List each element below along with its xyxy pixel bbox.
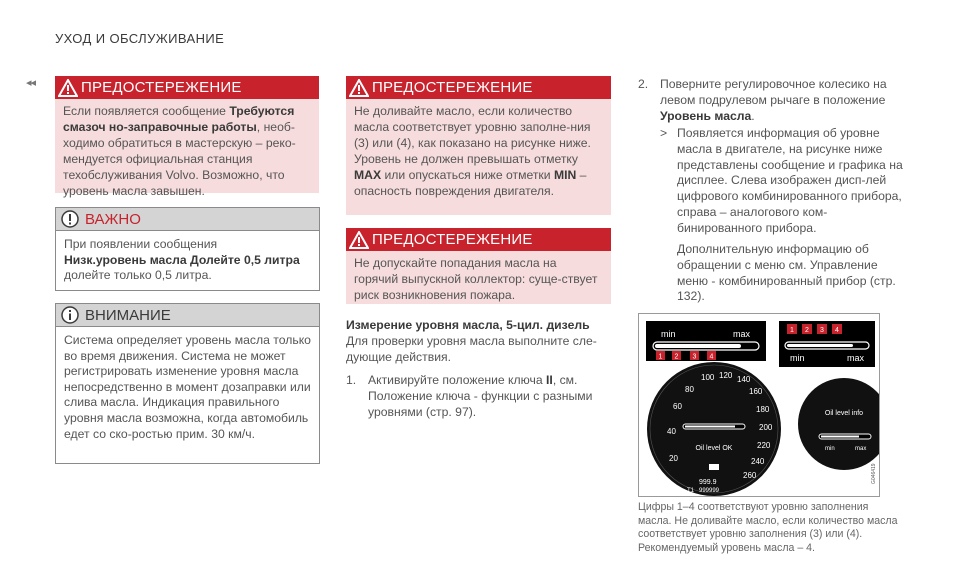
important-title: ВАЖНО [85, 210, 141, 228]
max-label: max [733, 329, 751, 339]
warning-title: ПРЕДОСТЕРЕЖЕНИЕ [81, 79, 242, 96]
svg-text:max: max [855, 446, 867, 452]
svg-text:1: 1 [790, 327, 794, 334]
warning-header [55, 76, 319, 99]
warning-text: Если появляется сообщение Требуются смазоч но-заправочные работы, необ-ходимо обратиться в мастерскую – реко-мендуется официальная станция техобслуживания Volvo. Возможно, что уровень масла завышен. [63, 104, 296, 198]
section-title: УХОД И ОБСЛУЖИВАНИЕ [55, 31, 225, 46]
level-arrow-icon [832, 324, 842, 334]
min-label: min [790, 353, 805, 363]
svg-text:100: 100 [701, 373, 715, 382]
svg-text:T1: T1 [687, 488, 695, 494]
svg-text:2: 2 [674, 353, 679, 361]
step-1-text: Активируйте положение ключа II, см. Положение ключа - функции с разными уровнями (стр. 97). [368, 373, 593, 419]
speedometer [647, 362, 781, 496]
svg-text:200: 200 [759, 423, 773, 432]
warning-triangle-icon [55, 76, 81, 99]
svg-text:999.9: 999.9 [699, 479, 717, 486]
important-header [56, 208, 319, 231]
subheading: Измерение уровня масла, 5-цил. дизель [346, 318, 590, 332]
svg-text:120: 120 [719, 371, 733, 380]
svg-text:2: 2 [805, 327, 809, 334]
important-text: При появлении сообщения Низк.уровень масла Долейте 0,5 литра долейте только 0,5 литра. [64, 237, 300, 283]
analog-gauge [798, 378, 879, 470]
warning-header [346, 228, 611, 251]
warning-header [346, 76, 611, 99]
level-arrow-icon [802, 324, 812, 334]
warning-text: Не доливайте масло, если количество масла соответствует уровню заполне-ния (3) или (4), как показано на рисунке ниже. Уровень не должен превышать отметку MAX или опускаться ниже отметки MIN – опасность повреждения двигателя. [354, 104, 591, 198]
svg-text:180: 180 [756, 405, 770, 414]
oil-level-info-message: Oil level info [824, 410, 864, 417]
more-info-text: Дополнительную информацию об обращении с меню см. Управление меню - комбинированный прибор (стр. 132). [677, 242, 896, 304]
digital-oil-display [646, 321, 766, 361]
svg-text:4: 4 [709, 353, 714, 361]
step-number: 2. [638, 77, 649, 91]
level-arrow-icon [787, 324, 797, 334]
svg-text:60: 60 [673, 402, 682, 411]
warning-triangle-icon [346, 76, 372, 99]
result-marker: > [660, 126, 668, 140]
level-arrow-icon [672, 351, 681, 361]
svg-text:3: 3 [692, 353, 697, 361]
svg-text:80: 80 [685, 385, 694, 394]
level-arrow-icon [817, 324, 827, 334]
attention-header [56, 304, 319, 327]
warning-title: ПРЕДОСТЕРЕЖЕНИЕ [372, 231, 533, 248]
svg-text:4: 4 [835, 327, 839, 334]
figure-caption: Цифры 1–4 соответствуют уровню заполнения масла. Не доливайте масло, если количество масла соответствует уровню заполнения (3) или (4). Рекомендуемый уровень масла – 4. [638, 501, 898, 554]
level-arrow-icon [656, 351, 665, 361]
info-circle-icon [59, 304, 81, 326]
intro-text: Для проверки уровня масла выполните сле-дующие действия. [346, 334, 597, 364]
svg-text:999999: 999999 [699, 488, 720, 494]
oil-level-ok-message: Oil level OK [695, 445, 733, 452]
svg-text:1: 1 [658, 353, 663, 361]
step-2-text: Поверните регулировочное колесико на левом подрулевом рычаге в положение Уровень масла. [660, 77, 887, 123]
warning-box-1 [55, 76, 319, 198]
back-arrows-icon[interactable]: ◂◂ [26, 77, 36, 89]
svg-text:min: min [825, 446, 835, 452]
warning-text: Не допускайте попадания масла на горячий выпускной коллектор: суще-ствует риск возникновения пожара. [354, 256, 598, 302]
min-label: min [661, 329, 676, 339]
svg-text:240: 240 [751, 457, 765, 466]
svg-text:160: 160 [749, 387, 763, 396]
svg-text:260: 260 [743, 471, 757, 480]
attention-box [55, 303, 320, 464]
svg-text:20: 20 [669, 454, 678, 463]
attention-title: ВНИМАНИЕ [85, 306, 171, 324]
warning-triangle-icon [346, 228, 372, 251]
svg-text:3: 3 [820, 327, 824, 334]
svg-text:140: 140 [737, 375, 751, 384]
svg-text:220: 220 [757, 441, 771, 450]
level-arrow-icon [690, 351, 699, 361]
important-box [55, 207, 320, 291]
analog-oil-display [779, 321, 875, 367]
figure-code: G046419 [871, 463, 877, 484]
result-text: Появляется информация об уровне масла в двигателе, на рисунке ниже представлены сообщение и графика на дисплее. Слева изображен дисп-лей цифрового комбинированного прибора, справа – аналогового ком-бинированного прибора. [677, 126, 903, 235]
attention-text: Система определяет уровень масла только во время движения. Система не может регистрировать изменение уровня масла непосредственно в момент дозаправки или слива масла. Индикация правильного уровня масла возможна, когда автомобиль едет со ско-ростью прим. 30 км/ч. [64, 333, 311, 441]
max-label: max [847, 353, 865, 363]
oil-level-figure [638, 313, 880, 497]
warning-title: ПРЕДОСТЕРЕЖЕНИЕ [372, 79, 533, 96]
warning-box-2 [346, 76, 611, 215]
step-number: 1. [346, 373, 357, 387]
exclamation-circle-icon [59, 208, 81, 230]
svg-text:40: 40 [667, 427, 676, 436]
level-arrow-icon [707, 351, 716, 361]
warning-box-3 [346, 228, 611, 304]
